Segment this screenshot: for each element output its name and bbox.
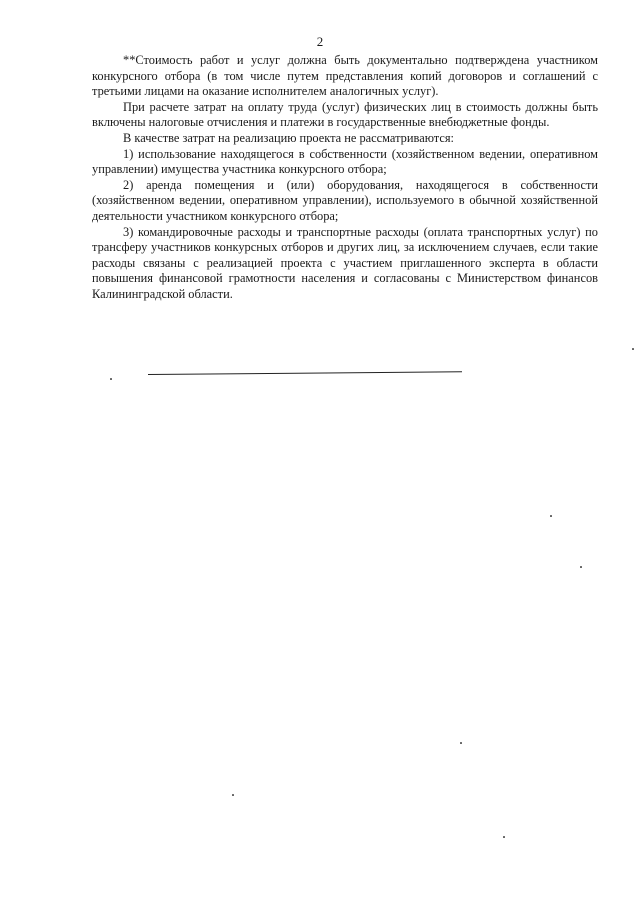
list-item-1: 1) использование находящегося в собственности (хозяйственном ведении, оперативном управлении) имущества участника конкурсного отбора; [92, 146, 598, 177]
separator-line [148, 371, 462, 375]
scan-speck [632, 348, 634, 350]
scan-speck [232, 794, 234, 796]
paragraph-excluded-costs-intro: В качестве затрат на реализацию проекта не рассматриваются: [123, 130, 454, 145]
scan-speck [580, 566, 582, 568]
scan-speck [110, 378, 112, 380]
paragraph-labor-costs: При расчете затрат на оплату труда (услуг) физических лиц в стоимость должны быть включены налоговые отчисления и платежи в государственные внебюджетные фонды. [92, 99, 598, 130]
list-item-3: 3) командировочные расходы и транспортные расходы (оплата транспортных услуг) по трансферу участников конкурсных отборов и других лиц, за исключением случаев, если такие расходы связаны с реализацией проекта с участием приглашенного эксперта в области повышения финансовой грамотности населения и согласованы с Министерством финансов Калининградской области. [92, 224, 598, 301]
scan-speck [550, 515, 552, 517]
scan-speck [460, 742, 462, 744]
document-body [92, 53, 598, 303]
paragraph-cost-confirmation: **Стоимость работ и услуг должна быть документально подтверждена участником конкурсного отбора (в том числе путем представления копий договоров и соглашений с третьими лицами на оказание исполнителем аналогичных услуг). [92, 53, 598, 99]
list-item-2: 2) аренда помещения и (или) оборудования, находящегося в собственности (хозяйственном ведении, оперативном управлении), используемого в обычной хозяйственной деятельности участником конкурсного отбора; [92, 177, 598, 223]
page-number: 2 [316, 34, 324, 49]
scan-speck [503, 836, 505, 838]
